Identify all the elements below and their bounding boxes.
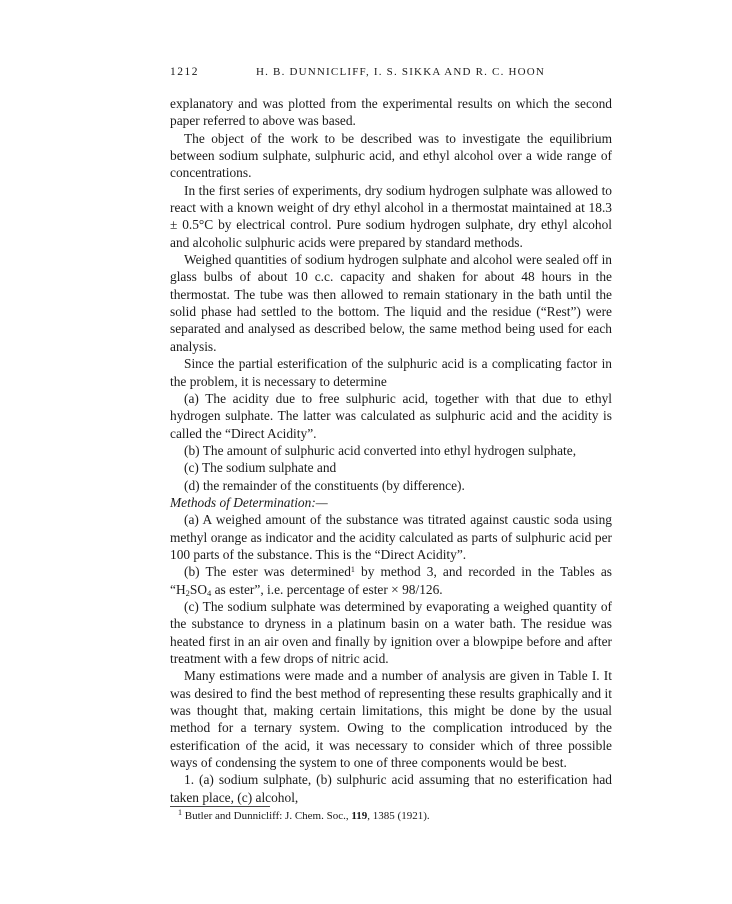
list-item-a: (a) The acidity due to free sulphuric acid, together with that due to ethyl hydrogen sulphate. The latter was calculated as sulphuric acid and the acidity is called the “Direct Acidity”. — [170, 390, 612, 441]
method-b-text-1: (b) The ester was determined — [184, 564, 351, 580]
method-b-text-3: SO — [189, 581, 207, 597]
paragraph-object: The object of the work to be described was to investigate the equilibrium between sodium sulphate, sulphuric acid, and ethyl alcohol over a wide range of concentrations. — [170, 130, 612, 181]
list-item-b: (b) The amount of sulphuric acid converted into ethyl hydrogen sulphate, — [184, 442, 577, 458]
footnote-text: Butler and Dunnicliff: J. Chem. Soc., — [184, 810, 352, 822]
list-item-d: (d) the remainder of the constituents (by difference). — [184, 477, 465, 493]
method-b-text-2: by method 3, and recorded in the Tables as “H — [170, 564, 613, 597]
page-number: 1212 — [170, 66, 199, 78]
footnote-volume: 119 — [351, 810, 368, 822]
subscript-2: 2 — [185, 587, 190, 598]
subscript-4: 4 — [207, 587, 212, 598]
paragraph-first-series: In the first series of experiments, dry sodium hydrogen sulphate was allowed to react with a known weight of dry ethyl alcohol in a thermostat maintained at 18.3 ± 0.5°C by electrical control. Pure sodium hydrogen sulphate, dry ethyl alcohol and alcoholic sulphuric acids were prepared by standard methods. — [170, 182, 612, 250]
paragraph-continuation: explanatory and was plotted from the experimental results on which the second paper referred to above was based. — [170, 96, 612, 129]
list-item-c: (c) The sodium sulphate and — [184, 460, 337, 476]
footnote-marker: 1 — [178, 808, 182, 817]
section-heading-methods: Methods of Determination:— — [170, 494, 328, 510]
paragraph-option-1: 1. (a) sodium sulphate, (b) sulphuric acid assuming that no esterification had taken place, (c) alcohol, — [170, 772, 612, 805]
method-b — [170, 563, 612, 598]
running-title: H. B. DUNNICLIFF, I. S. SIKKA AND R. C. HOON — [256, 66, 546, 78]
method-c: (c) The sodium sulphate was determined by evaporating a weighed quantity of the substance to dryness in a platinum basin on a water bath. The residue was heated first in an air oven and finally by ignition over a blowpipe before and after treatment with a few drops of nitric acid. — [170, 598, 612, 666]
footnote — [178, 810, 430, 822]
method-b-text-4: as ester”, i.e. percentage of ester × 98/126. — [211, 581, 443, 597]
paragraph-esterification: Since the partial esterification of the sulphuric acid is a complicating factor in the problem, it is necessary to determine — [170, 356, 612, 389]
footnote-rest: , 1385 (1921). — [367, 810, 430, 822]
paragraph-many-estimations: Many estimations were made and a number of analysis are given in Table I. It was desired to find the best method of representing these results graphically and it was thought that, making certain limitations, this might be done by the usual method for a ternary system. Owing to the complication introduced by the esterification of the acid, it was necessary to consider which of three possible ways of condensing the system to one of three components would be best. — [170, 668, 612, 771]
running-header — [170, 66, 625, 84]
footnote-rule — [170, 806, 270, 807]
method-a: (a) A weighed amount of the substance was titrated against caustic soda using methyl orange as indicator and the acidity calculated as parts of sulphuric acid per 100 parts of the substance. This is the “Direct Acidity”. — [170, 512, 612, 562]
article-body — [170, 95, 612, 806]
footnote-reference: 1 — [350, 565, 355, 575]
paragraph-weighed-quantities: Weighed quantities of sodium hydrogen sulphate and alcohol were sealed off in glass bulbs of about 10 c.c. capacity and shaken for about 48 hours in the thermostat. The tube was then allowed to remain stationary in the bath until the solid phase had settled to the bottom. The liquid and the residue (“Rest”) were separated and analysed as described below, the same method being used for each analysis. — [170, 252, 612, 354]
